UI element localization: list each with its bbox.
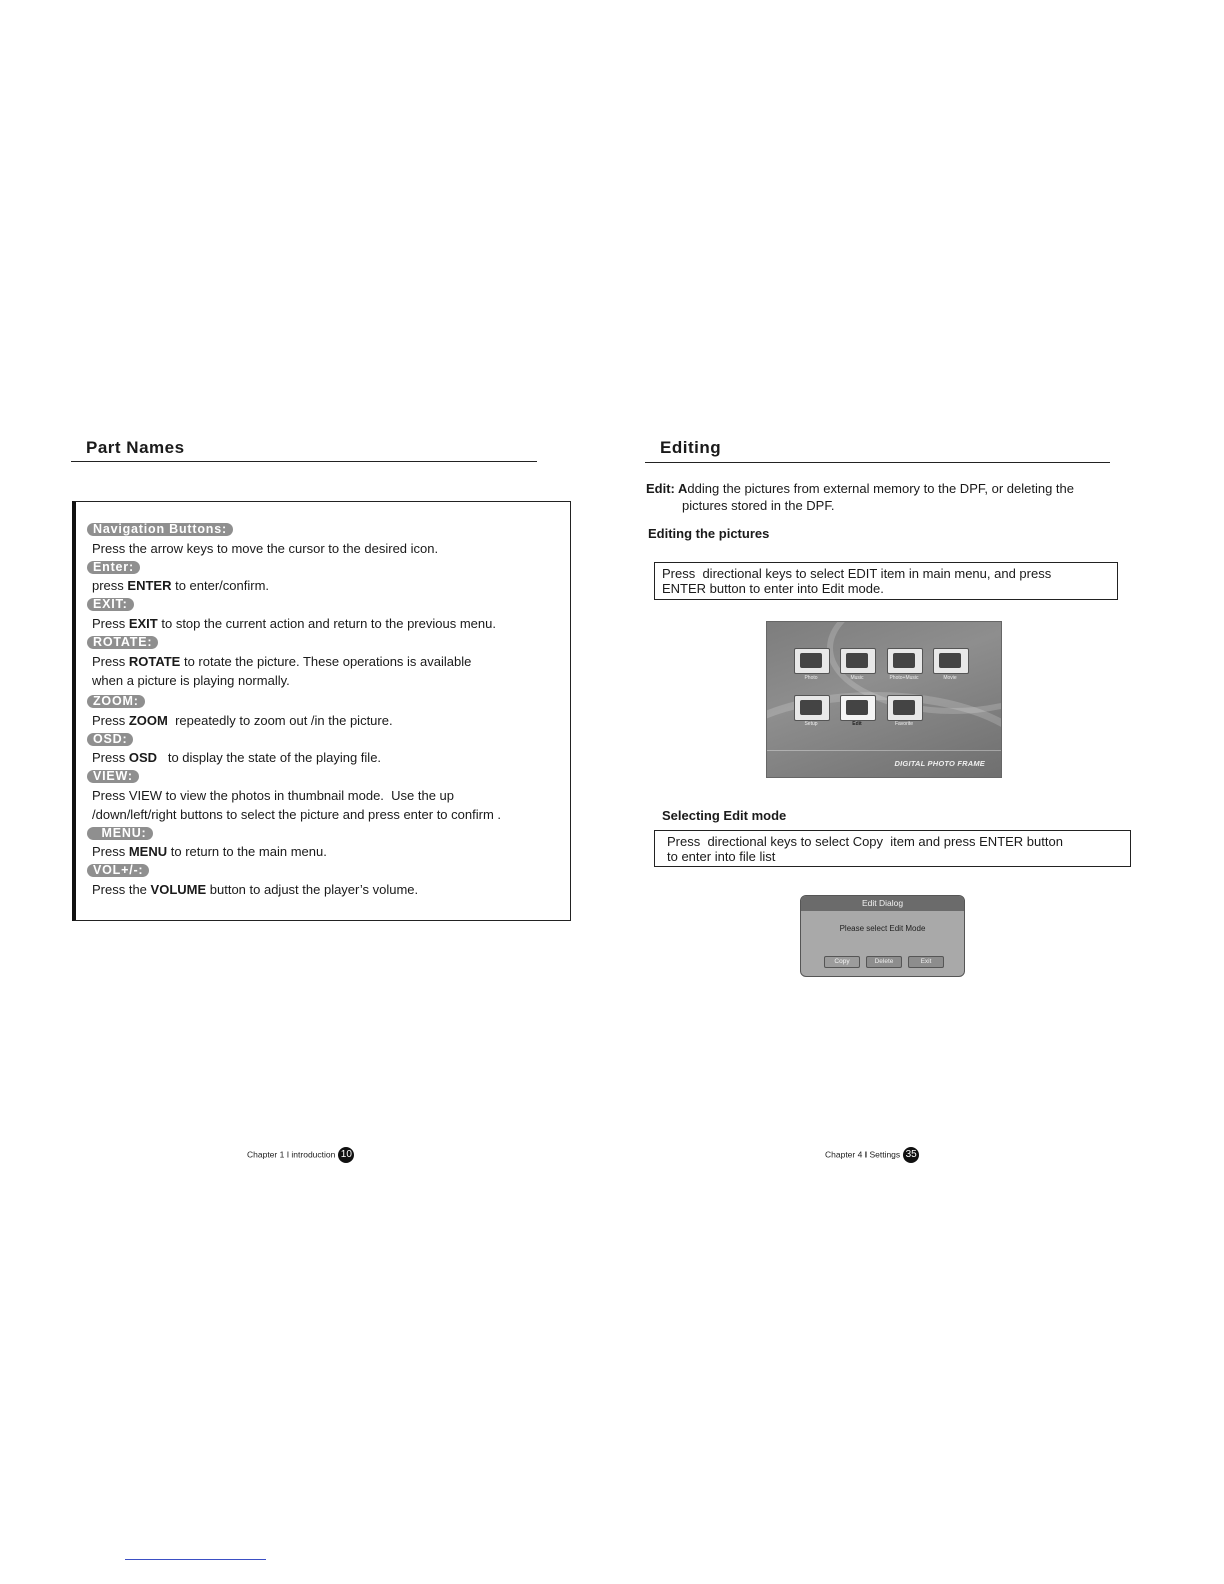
label-rotate: ROTATE: — [87, 636, 158, 649]
text-view-line-2: /down/left/right buttons to select the picture and press enter to confirm . — [92, 807, 501, 822]
label-enter: Enter: — [87, 561, 140, 574]
photo-music-tile-label: Photo+Music — [889, 675, 919, 681]
text-volume: Press the VOLUME button to adjust the player’s volume. — [92, 882, 419, 897]
page-number-badge: 10 — [338, 1147, 354, 1163]
heading-rule — [71, 461, 537, 462]
page-title-editing: Editing — [660, 438, 722, 457]
digital-photo-frame-brand: DIGITAL PHOTO FRAME — [894, 759, 985, 768]
movie-menu-tile[interactable] — [933, 648, 969, 674]
text-menu: Press MENU to return to the main menu. — [92, 844, 327, 859]
footer-separator: I — [864, 1149, 868, 1160]
setup-tile-label: Setup — [804, 721, 818, 727]
left-page-footer — [247, 1147, 354, 1163]
subheading-editing-pictures: Editing the pictures — [648, 526, 770, 541]
text-rotate-line-1: Press ROTATE to rotate the picture. These operations is available — [92, 654, 472, 669]
photo-tile-label: Photo — [804, 675, 818, 681]
subheading-selecting-edit-mode: Selecting Edit mode — [662, 808, 787, 823]
instruction-box-edit: Press directional keys to select EDIT item in main menu, and press ENTER button to enter into Edit mode. — [654, 562, 1118, 600]
label-osd: OSD: — [87, 733, 133, 746]
music-tile-label: Music — [850, 675, 864, 681]
favorite-tile-label: Favorite — [894, 721, 914, 727]
edit-dialog — [800, 895, 965, 977]
movie-tile-label: Movie — [943, 675, 957, 681]
copy-button[interactable]: Copy — [824, 956, 860, 968]
label-menu: MENU: — [87, 827, 153, 840]
main-menu-screenshot — [766, 621, 1002, 778]
part-names-panel — [72, 501, 571, 921]
footer-section: Settings — [867, 1149, 901, 1160]
edit-intro-label: Edit: — [646, 481, 679, 496]
edit-menu-tile[interactable] — [840, 695, 876, 721]
music-menu-tile[interactable] — [840, 648, 876, 674]
photo-music-menu-tile[interactable] — [887, 648, 923, 674]
edit-intro-line-1: Edit: Adding the pictures from external memory to the DPF, or deleting the — [646, 481, 1074, 496]
favorite-menu-tile[interactable] — [887, 695, 923, 721]
label-zoom: ZOOM: — [87, 695, 145, 708]
footer-chapter-text: Chapter 1 I introduction — [247, 1149, 336, 1160]
label-volume: VOL+/-: — [87, 864, 149, 877]
text-view-line-1: Press VIEW to view the photos in thumbnail mode. Use the up — [92, 788, 455, 803]
exit-button[interactable]: Exit — [908, 956, 944, 968]
delete-button[interactable]: Delete — [866, 956, 902, 968]
edit-dialog-message: Please select Edit Mode — [839, 924, 926, 933]
text-osd: Press OSD to display the state of the playing file. — [92, 750, 382, 765]
text-navigation-buttons: Press the arrow keys to move the cursor to the desired icon. — [92, 541, 439, 556]
edit-tile-label: Edit — [852, 721, 862, 727]
screen-divider — [767, 750, 1001, 751]
edit-intro-line-2: pictures stored in the DPF. — [682, 498, 835, 513]
label-view: VIEW: — [87, 770, 139, 783]
page-number-badge: 35 — [903, 1147, 919, 1163]
text-exit: Press EXIT to stop the current action and return to the previous menu. — [92, 616, 496, 631]
bottom-link-underline — [125, 1559, 266, 1560]
text-rotate-line-2: when a picture is playing normally. — [92, 673, 290, 688]
text-zoom: Press ZOOM repeatedly to zoom out /in the picture. — [92, 713, 393, 728]
heading-rule-right — [645, 462, 1110, 463]
photo-menu-tile[interactable] — [794, 648, 830, 674]
footer-chapter: Chapter 4 — [825, 1149, 865, 1160]
label-exit: EXIT: — [87, 598, 134, 611]
text-enter: press ENTER to enter/confirm. — [92, 578, 270, 593]
edit-dialog-title: Edit Dialog — [801, 896, 964, 911]
page-title-part-names: Part Names — [86, 438, 185, 457]
label-navigation-buttons: Navigation Buttons: — [87, 523, 233, 536]
setup-menu-tile[interactable] — [794, 695, 830, 721]
right-page-footer — [825, 1147, 919, 1163]
instruction-box-copy: Press directional keys to select Copy item and press ENTER button to enter into file list — [654, 830, 1131, 867]
